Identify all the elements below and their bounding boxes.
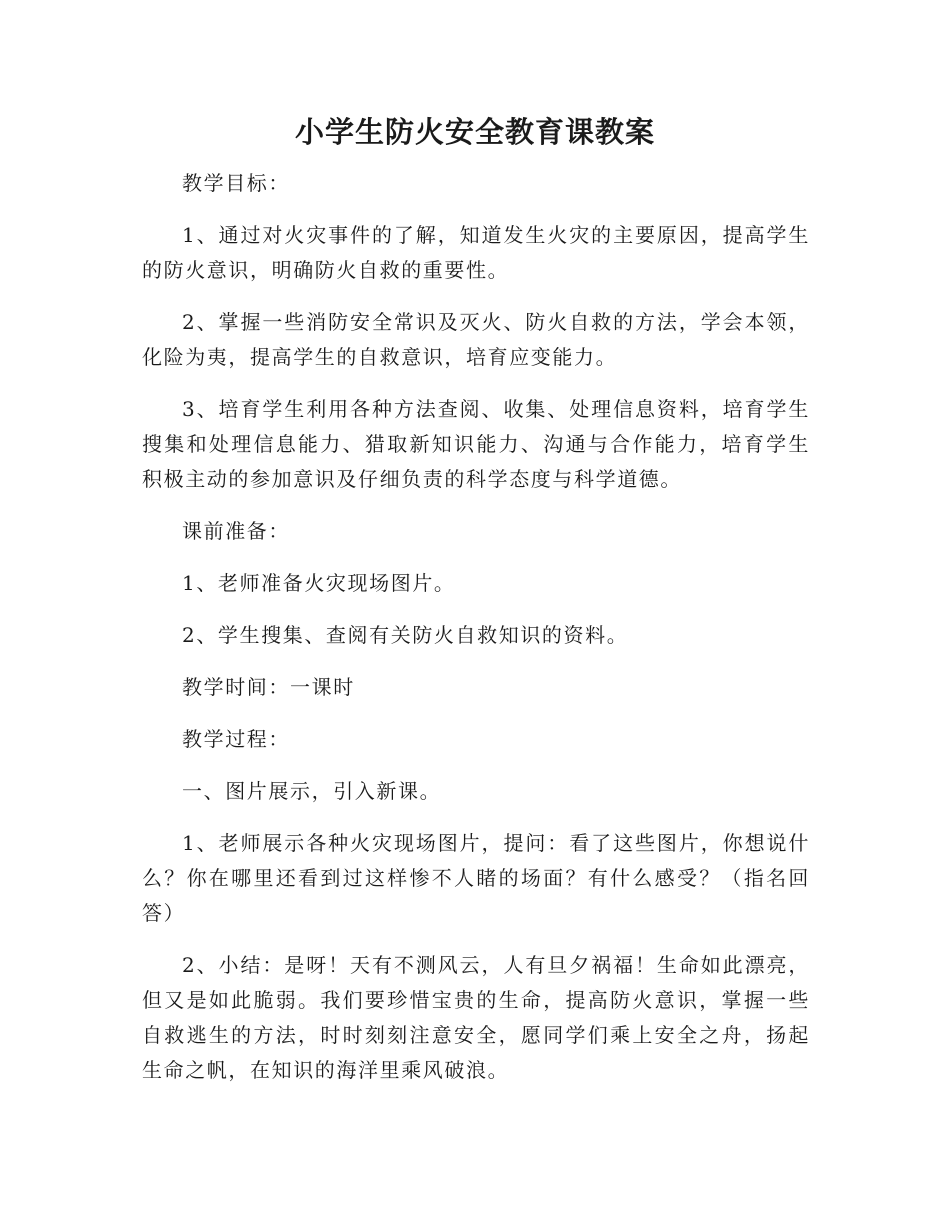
paragraph-process-step-2: 2、小结：是呀！天有不测风云，人有旦夕祸福！生命如此漂亮，但又是如此脆弱。我们要珍惜宝贵的生命，提高防火意识，掌握一些自救逃生的方法，时时刻刻注意安全，愿同学们乘上安全之舟，扬起生命之帆，在知识的海洋里乘风破浪。 xyxy=(142,953,810,1082)
paragraph-preparation-heading: 课前准备： xyxy=(182,519,290,543)
paragraph-section-1-heading: 一、图片展示，引入新课。 xyxy=(182,779,442,803)
paragraph-goal-3: 3、培育学生利用各种方法查阅、收集、处理信息资料，培育学生搜集和处理信息能力、猎取新知识能力、沟通与合作能力，培育学生积极主动的参加意识及仔细负责的科学态度与科学道德。 xyxy=(142,397,810,491)
paragraph-preparation-2: 2、学生搜集、查阅有关防火自救知识的资料。 xyxy=(182,623,629,647)
paragraph-process-step-1: 1、老师展示各种火灾现场图片，提问：看了这些图片，你想说什么？你在哪里还看到过这样惨不人睹的场面？有什么感受？（指名回答） xyxy=(142,831,810,925)
paragraph-preparation-1: 1、老师准备火灾现场图片。 xyxy=(182,571,456,595)
paragraph-goal-2: 2、掌握一些消防安全常识及灭火、防火自救的方法，学会本领，化险为夷，提高学生的自救意识，培育应变能力。 xyxy=(142,310,810,369)
paragraph-teaching-time: 教学时间：一课时 xyxy=(182,675,355,699)
paragraph-goal-1: 1、通过对火灾事件的了解，知道发生火灾的主要原因，提高学生的防火意识，明确防火自救的重要性。 xyxy=(142,223,810,282)
document-title: 小学生防火安全教育课教案 xyxy=(294,115,655,149)
document-body xyxy=(142,166,810,1105)
paragraph-process-heading: 教学过程： xyxy=(182,727,290,751)
paragraph-teaching-goals-heading: 教学目标： xyxy=(182,171,290,195)
